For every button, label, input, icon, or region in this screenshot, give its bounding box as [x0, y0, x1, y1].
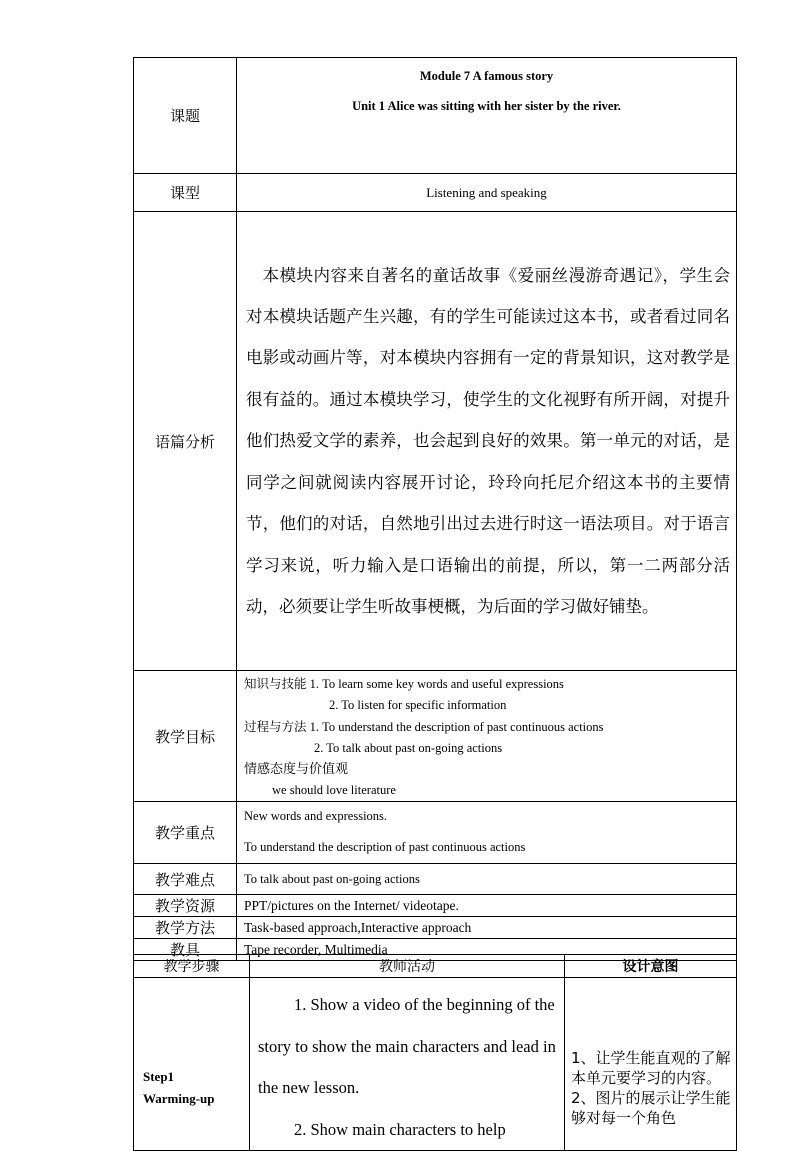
- tools-label: 教具: [134, 939, 237, 961]
- step1-number: Step1: [143, 1069, 175, 1084]
- analysis-paragraph: 本模块内容来自著名的童话故事《爱丽丝漫游奇遇记》，学生会对本模块话题产生兴趣，有的学生可能读过这本书，或者看过同名电影或动画片等，对本模块内容拥有一定的背景知识，这对教学是很有益的。通过本模块学习，使学生的文化视野有所开阔，对提升他们热爱文学的素养，也会起到良好的效果。第一单元的对话，是同学之间就阅读内容展开讨论，玲玲向托尼介绍这本书的主要情节，他们的对话，自然地引出过去进行时这一语法项目。对于语言学习来说，听力输入是口语输出的前提，所以，第一二两部分活动，必须要让学生听故事梗概，为后面的学习做好铺垫。: [246, 265, 730, 616]
- topic-value: [237, 58, 737, 174]
- goal-category-process: 过程与方法: [244, 719, 307, 734]
- topic-label: 课题: [134, 58, 237, 174]
- goal-category-knowledge: 知识与技能: [244, 676, 307, 691]
- goal-line-2: 2. To listen for specific information: [329, 698, 507, 712]
- methods-row: [134, 917, 737, 939]
- module-title: Module 7 A famous story: [419, 69, 554, 83]
- col-intent-header: 设计意图: [565, 955, 737, 978]
- tools-value: Tape recorder, Multimedia: [237, 939, 737, 961]
- methods-value: Task-based approach,Interactive approach: [237, 917, 737, 939]
- key-row: [134, 802, 737, 864]
- methods-label: 教学方法: [134, 917, 237, 939]
- resources-row: [134, 895, 737, 917]
- teacher-activity-2: 2. Show main characters to help: [294, 1119, 506, 1139]
- goals-label: 教学目标: [134, 671, 237, 802]
- resources-value: PPT/pictures on the Internet/ videotape.: [237, 895, 737, 917]
- col-teacher-header: 教师活动: [250, 955, 565, 978]
- analysis-text: [237, 212, 737, 671]
- goal-process-1: 1. To understand the description of past continuous actions: [306, 720, 604, 734]
- goals-row: [134, 671, 737, 802]
- goal-line-4: 2. To talk about past on-going actions: [314, 741, 503, 755]
- key-line-2: To understand the description of past continuous actions: [244, 840, 526, 854]
- steps-table: [133, 954, 737, 1151]
- col-steps-header: 教学步骤: [134, 955, 250, 978]
- difficult-row: [134, 864, 737, 895]
- key-value: [237, 802, 737, 864]
- goal-knowledge-1: 1. To learn some key words and useful expressions: [306, 677, 564, 691]
- type-value: Listening and speaking: [237, 174, 737, 212]
- goal-line-5: 情感态度与价值观: [244, 762, 349, 777]
- goal-line-6: we should love literature: [272, 783, 396, 797]
- step1-cell: [134, 978, 250, 1151]
- type-label: 课型: [134, 174, 237, 212]
- unit-title: Unit 1 Alice was sitting with her sister by the river.: [352, 99, 621, 113]
- key-line-1: New words and expressions.: [244, 809, 388, 823]
- design-intent-cell: 1、让学生能直观的了解本单元要学习的内容。2、图片的展示让学生能够对每一个角色: [565, 978, 737, 1151]
- analysis-row: [134, 212, 737, 671]
- teacher-activity-cell: [250, 978, 565, 1151]
- step1-name: Warming-up: [143, 1091, 215, 1106]
- topic-row: [134, 58, 737, 174]
- goal-line-3: [244, 716, 736, 738]
- resources-label: 教学资源: [134, 895, 237, 917]
- difficult-label: 教学难点: [134, 864, 237, 895]
- key-label: 教学重点: [134, 802, 237, 864]
- teacher-activity-1: 1. Show a video of the beginning of the story to show the main characters and lead in the new lesson.: [258, 995, 556, 1097]
- goals-value: [237, 671, 737, 802]
- difficult-value: To talk about past on-going actions: [237, 864, 737, 895]
- goal-line-1: [244, 673, 736, 695]
- lesson-plan-table: [133, 57, 737, 961]
- step1-row: [134, 978, 737, 1151]
- steps-header-row: [134, 955, 737, 978]
- type-row: [134, 174, 737, 212]
- analysis-label: 语篇分析: [134, 212, 237, 671]
